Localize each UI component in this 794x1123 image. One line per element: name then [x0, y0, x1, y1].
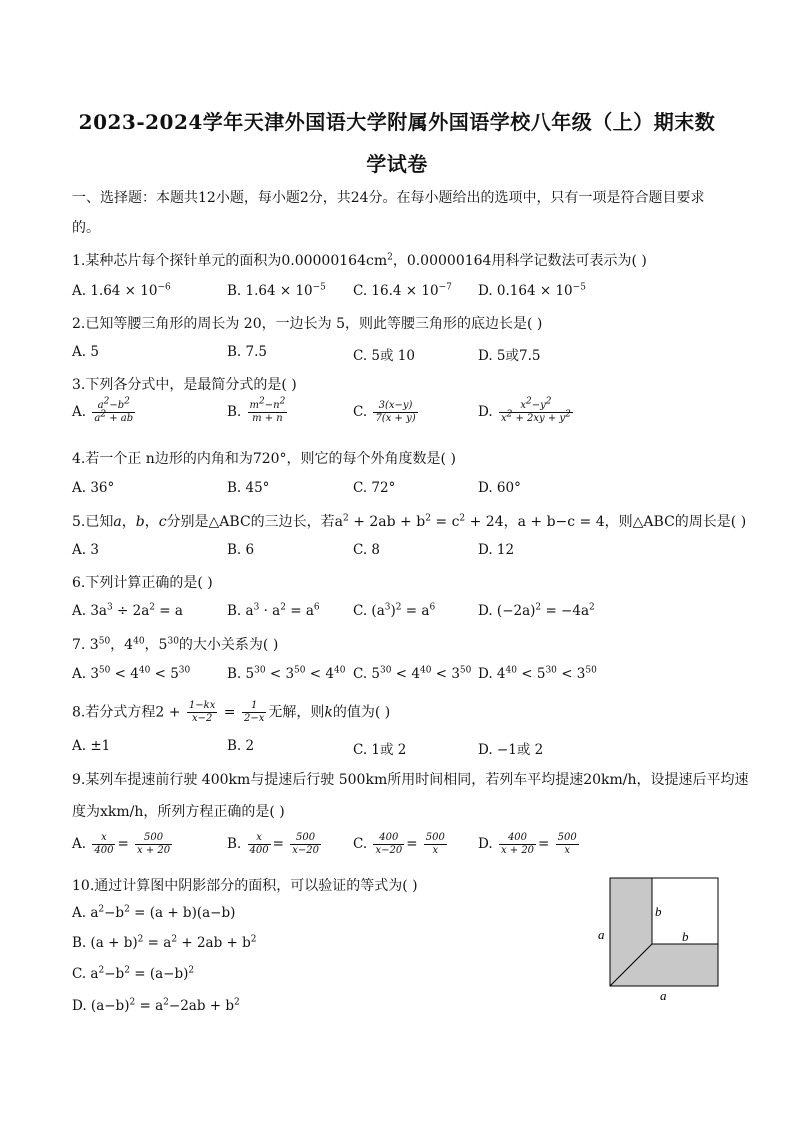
- question-7-stem: 7. $3^{50}$，$4^{40}$，$5^{30}$的大小关系为( ): [72, 636, 279, 653]
- question-3-option-b: B. $\frac{m^2-n^2}{m + n}$: [227, 396, 286, 424]
- question-9-option-a: A. $\frac{x}{400}$ = $\frac{500}{x + 20}$: [72, 832, 171, 856]
- label-b-vertical: b: [655, 904, 662, 919]
- question-5-option-c: C. 8: [353, 542, 381, 558]
- label-b-horizontal: b: [682, 929, 689, 944]
- question-1-option-d: D. $0.164 \times 10^{-5}$: [478, 282, 586, 299]
- question-2-stem: 2.已知等腰三角形的周长为 20，一边长为 5，则此等腰三角形的底边长是( ): [72, 316, 543, 332]
- question-5-option-a: A. 3: [72, 542, 99, 558]
- question-9-option-d: D. $\frac{400}{x + 20}$ = $\frac{500}{x}$: [478, 832, 577, 856]
- question-8-option-b: B. 2: [227, 738, 255, 754]
- question-6-option-d: D. $(-2a)^2 = -4a^2$: [478, 602, 595, 619]
- question-10-option-c: C. $a^2-b^2 = (a-b)^2$: [72, 965, 195, 982]
- exam-title-line2: 学试卷: [366, 152, 428, 176]
- question-9-option-b: B. $\frac{x}{400}$ = $\frac{500}{x-20}$: [227, 832, 319, 856]
- section-intro: 一、选择题：本题共12小题，每小题2分，共24分。在每小题给出的选项中，只有一项是符合题目要求的。: [72, 190, 705, 236]
- question-7-option-a: A. $3^{50} < 4^{40} < 5^{30}$: [72, 665, 191, 682]
- question-6-stem: 6.下列计算正确的是( ): [72, 575, 213, 591]
- question-4-option-a: A. 36°: [72, 480, 115, 496]
- question-3-option-d: D. $\frac{x^2-y^2}{x^2 + 2xy + y^2}$: [478, 396, 571, 424]
- question-4-stem: 4.若一个正 n边形的内角和为720°，则它的每个外角度数是( ): [72, 451, 456, 467]
- question-10-figure: [596, 873, 726, 1005]
- question-7-option-d: D. $4^{40} < 5^{30} < 3^{50}$: [478, 665, 597, 682]
- question-4-option-d: D. 60°: [478, 480, 521, 496]
- question-10-option-d: D. $(a-b)^2 = a^2-2ab + b^2$: [72, 997, 240, 1014]
- question-9-stem-line1: 9.某列车提速前行驶 400km与提速后行驶 500km所用时间相同，若列车平均提速20km/h，设提速后平均速: [72, 772, 749, 788]
- question-1-option-b: B. $1.64 \times 10^{-5}$: [227, 282, 326, 299]
- question-8-option-c: C. 1或 2: [353, 742, 407, 758]
- question-3-stem: 3.下列各分式中，是最简分式的是( ): [72, 377, 297, 393]
- question-10-option-a: A. $a^2-b^2 = (a + b)(a-b)$: [72, 904, 236, 921]
- question-3-option-c: C. $\frac{3(x-y)}{7(x + y)}$: [353, 400, 416, 424]
- question-7-option-b: B. $5^{30} < 3^{50} < 4^{40}$: [227, 665, 346, 682]
- question-6-option-b: B. $a^3 \cdot a^2 = a^6$: [227, 602, 320, 619]
- label-a-left: a: [598, 927, 605, 942]
- question-2-option-a: A. 5: [72, 344, 99, 360]
- question-10-stem: 10.通过计算图中阴影部分的面积，可以验证的等式为( ): [72, 878, 418, 894]
- question-6-option-c: C. $(a^3)^2 = a^6$: [353, 602, 436, 619]
- question-8-stem: 8.若分式方程2 + $\frac{1-kx}{x-2}$ = $\frac{1}{2-x}$ 无解，则k的值为( ): [72, 700, 391, 724]
- question-9-option-c: C. $\frac{400}{x-20}$ = $\frac{500}{x}$: [353, 832, 445, 856]
- question-1-option-a: A. $1.64 \times 10^{-6}$: [72, 282, 171, 299]
- question-4-option-c: C. 72°: [353, 480, 396, 496]
- label-a-bottom: a: [660, 988, 667, 1003]
- question-3-option-a: A. $\frac{a^2-b^2}{a^2 + ab}$: [72, 396, 134, 424]
- question-2-option-d: D. 5或7.5: [478, 348, 541, 364]
- question-8-option-a: A. ±1: [72, 738, 111, 754]
- question-10-option-b: B. $(a + b)^2 = a^2 + 2ab + b^2$: [72, 934, 257, 951]
- question-2-option-c: C. 5或 10: [353, 348, 415, 364]
- question-8-option-d: D. −1或 2: [478, 742, 544, 758]
- question-6-option-a: A. $3a^3 \div 2a^2 = a$: [72, 602, 183, 619]
- question-1-option-c: C. $16.4 \times 10^{-7}$: [353, 282, 452, 299]
- question-5-option-d: D. 12: [478, 542, 515, 558]
- question-5-stem: 5.已知a，b，c分别是△ABC的三边长，若$a^2 + 2ab + b^2 = c^2 + 24$，a + b−c = 4，则△ABC的周长是( ): [72, 513, 747, 530]
- question-1-stem: 1.某种芯片每个探针单元的面积为$0.00000164cm^2$，0.00000164用科学记数法可表示为( ): [72, 252, 647, 269]
- question-2-option-b: B. 7.5: [227, 344, 267, 360]
- exam-title-line1: 2023-2024学年天津外国语大学附属外国语学校八年级（上）期末数: [78, 110, 716, 134]
- question-4-option-b: B. 45°: [227, 480, 270, 496]
- question-5-option-b: B. 6: [227, 542, 255, 558]
- question-9-stem-line2: 度为xkm/h，所列方程正确的是( ): [72, 804, 285, 820]
- question-7-option-c: C. $5^{30} < 4^{40} < 3^{50}$: [353, 665, 472, 682]
